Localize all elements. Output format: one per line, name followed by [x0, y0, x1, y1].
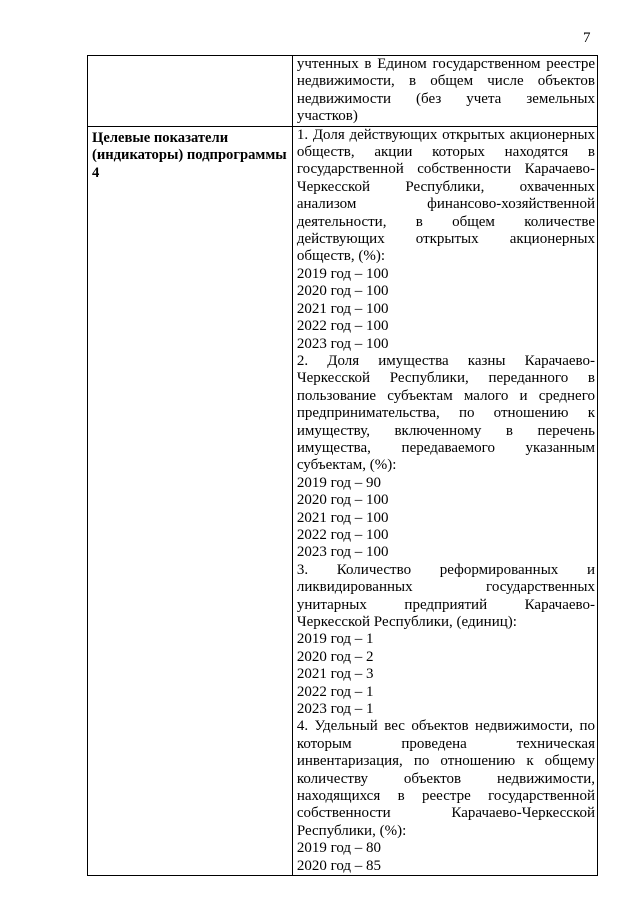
row2-label-cell: [88, 126, 293, 875]
indicator-3-value: 2020 год – 2: [296, 648, 374, 665]
row2-value-cell: [292, 126, 597, 875]
indicator-2-value: 2023 год – 100: [296, 544, 389, 561]
row1-value-cell: [292, 56, 597, 127]
indicator-1-value: 2020 год – 100: [296, 283, 389, 300]
indicator-2-title: 2. Доля имущества казны Карачаево-Черкесской Республики, переданного в пользование субъектам малого и среднего предпринимательства, по отношению к имуществу, включенному в перечень имущества, передаваемого указанным субъектам, (%):: [296, 352, 595, 474]
indicator-2-value: 2019 год – 90: [296, 474, 382, 491]
target-indicators-heading: Целевые показатели (индикаторы) подпрограммы 4: [92, 129, 287, 181]
indicator-2-value: 2022 год – 100: [296, 526, 389, 543]
row1-continuation-text: учтенных в Едином государственном реестре недвижимости, в общем числе объектов недвижимости (без учета земельных участков): [296, 56, 595, 125]
indicator-1-value: 2022 год – 100: [296, 318, 389, 335]
table-row: [88, 56, 598, 127]
indicator-3-title: 3. Количество реформированных и ликвидированных государственных унитарных предприятий Карачаево-Черкесской Республики, (единиц):: [296, 561, 595, 630]
page-number: 7: [583, 30, 591, 46]
indicator-1-title: 1. Доля действующих открытых акционерных обществ, акции которых находятся в государственной собственности Карачаево-Черкесской Республики, охваченных анализом финансово-хозяйственной деятельности, в общем количестве действующих открытых акционерных обществ, (%):: [296, 126, 595, 265]
indicator-1-value: 2023 год – 100: [296, 335, 389, 352]
indicator-4-value: 2019 год – 80: [296, 840, 382, 857]
indicator-1-value: 2021 год – 100: [296, 300, 389, 317]
indicator-3-value: 2022 год – 1: [296, 683, 374, 700]
indicator-1-value: 2019 год – 100: [296, 265, 389, 282]
indicator-2-value: 2021 год – 100: [296, 509, 389, 526]
table-row: [88, 126, 598, 875]
indicator-3-value: 2021 год – 3: [296, 666, 374, 683]
indicator-3-value: 2019 год – 1: [296, 631, 374, 648]
indicator-4-title: 4. Удельный вес объектов недвижимости, по которым проведена техническая инвентаризация, по отношению к общему количеству объектов недвижимости, находящихся в реестре государственной собственности Карачаево-Черкесской Республики, (%):: [296, 718, 595, 839]
indicator-3-value: 2023 год – 1: [296, 701, 374, 718]
indicator-4-value: 2020 год – 85: [296, 857, 382, 874]
subprogram-table: [87, 55, 598, 876]
row1-label-cell: [88, 56, 293, 127]
indicator-2-value: 2020 год – 100: [296, 492, 389, 509]
